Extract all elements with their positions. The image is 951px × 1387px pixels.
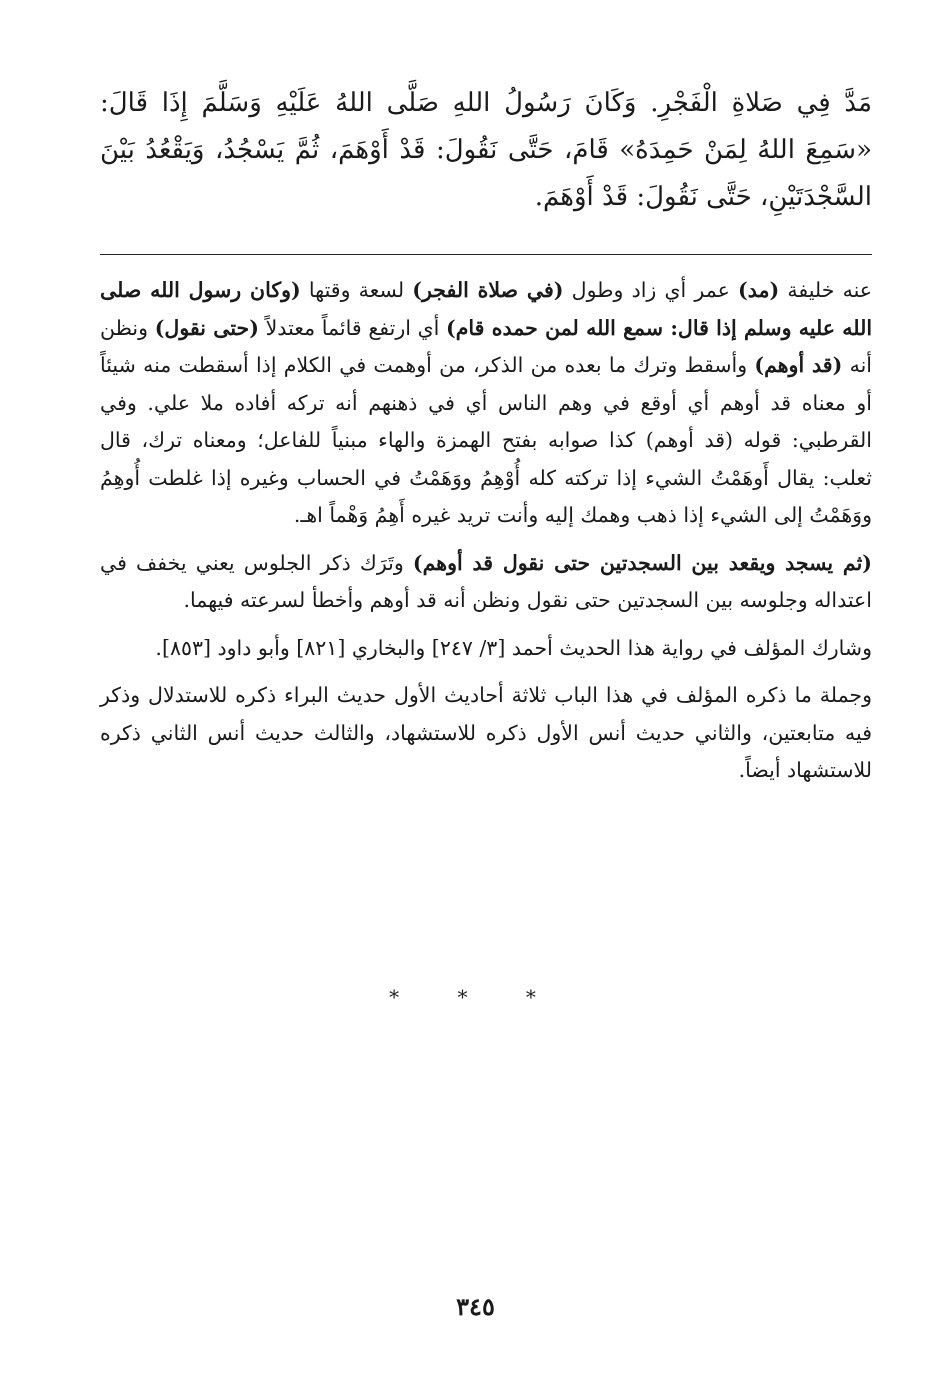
bold-segment: (حتى نقول) [154,315,259,340]
commentary-paragraph-4: وجملة ما ذكره المؤلف في هذا الباب ثلاثة أحاديث الأول حديث البراء ذكره للاستدلال وذكر فيه متابعتين، والثاني حديث أنس الأول ذكره للاستشهاد، والثالث حديث أنس الثاني ذكره للاستشهاد أيضاً. [100,683,872,782]
bold-segment: (مد) [738,278,780,302]
text-segment: عنه خليفة [779,278,873,302]
text-segment: لسعة وقتها [300,278,413,302]
text-segment: أي ارتفع قائماً معتدلاً [258,315,447,340]
page-number: ٣٤٥ [456,1292,495,1321]
commentary-paragraph-1 [100,272,872,535]
bold-segment: (قد أوهم) [754,353,843,377]
hadith-block [100,80,872,221]
bold-segment: (في صلاة الفجر) [412,278,564,302]
text-segment: وتَرَك ذكر الجلوس يعني يخفف في اعتداله وجلوسه بين السجدتين حتى نقول ونظن أنه قد أوهم وأخطأ لسرعته فيهما. [100,550,872,612]
commentary-block [100,272,872,800]
text-segment: ونظن أنه [100,315,872,377]
text-segment: عمر أي زاد وطول [563,278,739,302]
hadith-text: مَدَّ فِي صَلاةِ الْفَجْرِ. وَكَانَ رَسُولُ اللهِ صَلَّى اللهُ عَلَيْهِ وَسَلَّمَ إِذَا قَالَ: «سَمِعَ اللهُ لِمَنْ حَمِدَهُ» قَامَ، حَتَّى نَقُولَ: قَدْ أَوْهَمَ، ثُمَّ يَسْجُدُ، وَيَقْعُدُ بَيْنَ السَّجْدَتَيْنِ، حَتَّى نَقُولَ: قَدْ أَوْهَمَ. [100,88,872,212]
commentary-paragraph-2 [100,545,872,620]
bold-segment: (ثم يسجد ويقعد بين السجدتين حتى نقول قد أوهم) [412,550,872,575]
text-segment: وأسقط وترك ما بعده من الذكر، من أوهمت في الكلام إذا أسقطت منه شيئاً أو معناه قد أوهم أي أوقع في وهم الناس أي في ذهنهم أنه تركه أفاده ملا علي. وفي القرطبي: قوله (قد أوهم) كذا صوابه بفتح الهمزة والهاء مبنياً للفاعل؛ ومعناه ترك، قال ثعلب: يقال أَوهَمْتُ الشيء إذا تركته كله أُوْهِمُ ووَهَمْتُ في الحساب وغيره إذا غلطت أُوهِمُ ووَهَمْتُ إلى الشيء إذا ذهب وهمك إليه وأنت تريد غيره أَهِمُ وَهْماً اهـ. [100,353,872,527]
bold-segment: (وكان رسول الله صلى الله عليه وسلم إذا قال: سمع الله لمن حمده قام) [100,278,873,340]
commentary-paragraph-3: وشارك المؤلف في رواية هذا الحديث أحمد [٣/ ٢٤٧] والبخاري [٨٢١] وأبو داود [٨٥٣]. [155,635,872,660]
section-separator: * * * [389,985,562,1009]
footnote-divider [100,254,872,255]
